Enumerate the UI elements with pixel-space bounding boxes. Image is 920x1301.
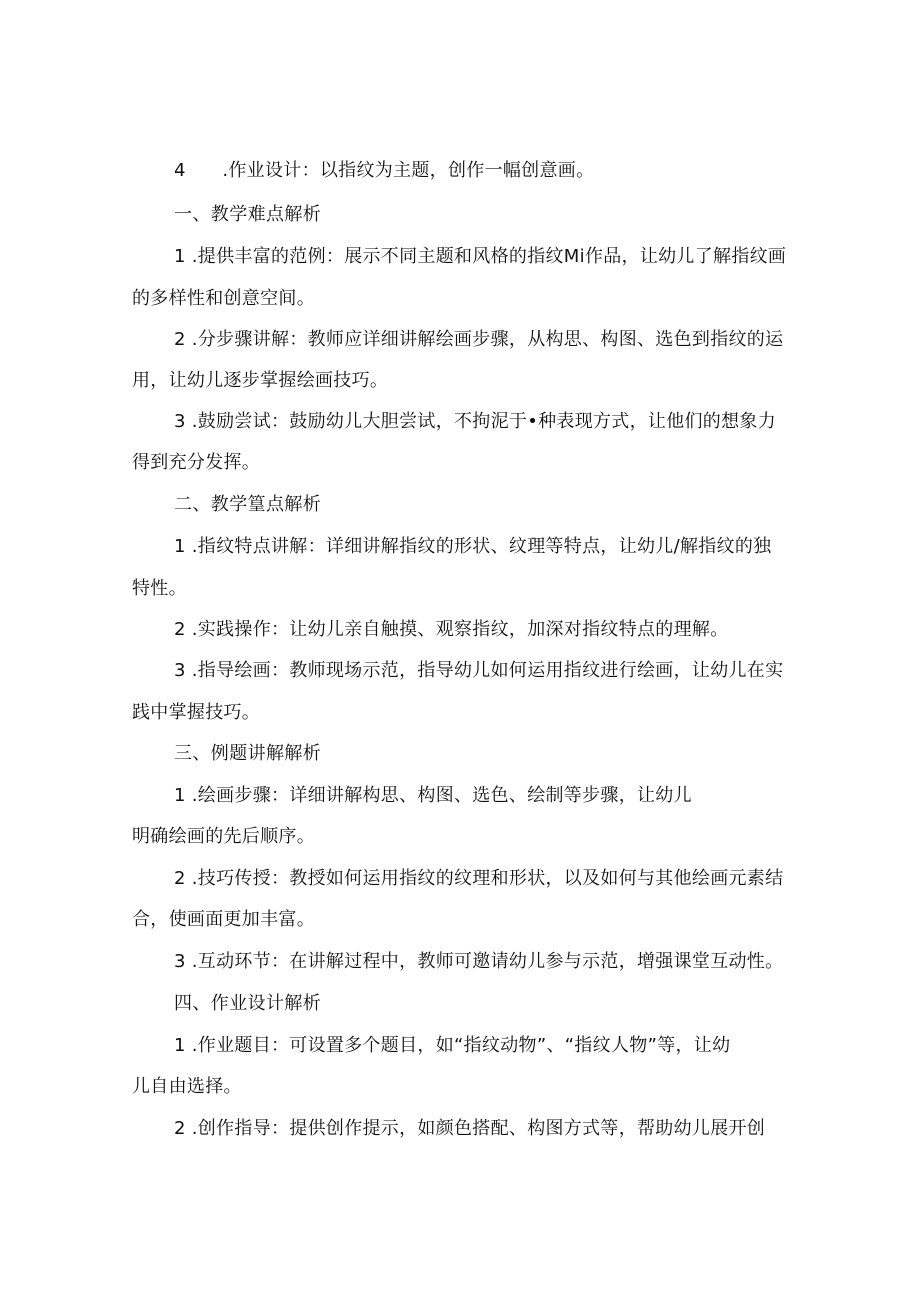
paragraph-line: 3 .指导绘画：教师现场示范，指导幼儿如何运用指纹进行绘画，让幼儿在实	[174, 660, 784, 681]
paragraph-line: 践中掌握技巧。	[132, 702, 261, 723]
section-heading: 二、教学篁点解析	[174, 494, 322, 515]
paragraph-line: 得到充分发挥。	[132, 452, 261, 473]
paragraph-line: 合，使画面更加丰富。	[132, 909, 315, 930]
paragraph-line: 1 .绘画步骤：详细讲解构思、构图、选色、绘制等步骤，让幼儿	[174, 785, 692, 806]
paragraph-line: 2 .创作指导：提供创作提示，如颜色搭配、构图方式等，帮助幼儿展开创	[174, 1118, 766, 1139]
paragraph-line: 2 .分步骤讲解：教师应详细讲解绘画步骤，从构思、构图、选色到指纹的运	[174, 329, 784, 350]
paragraph-line: 2 .实践操作：让幼儿亲自触摸、观察指纹，加深对指纹特点的理解。	[174, 619, 729, 640]
paragraph-line: 特性。	[132, 578, 187, 599]
paragraph-line: 3 .互动环节：在讲解过程中，教师可邀请幼儿参与示范，增强课堂互动性。	[174, 951, 784, 972]
paragraph-line: 1 .提供丰富的范例：展示不同主题和风格的指纹Mi作品，让幼儿了解指纹画	[174, 246, 787, 267]
paragraph-line: 儿自由选择。	[132, 1076, 242, 1097]
paragraph-line: 1 .作业题目：可设置多个题目，如“指纹动物”、“指纹人物”等，让幼	[174, 1035, 731, 1056]
paragraph-line: 3 .鼓励尝试：鼓励幼儿大胆尝试，不拘泥于•种表现方式，让他们的想象力	[174, 411, 777, 432]
section-heading: 三、例题讲解解析	[174, 743, 322, 764]
paragraph-line: 的多样性和创意空间。	[132, 288, 315, 309]
paragraph-line: 明确绘画的先后顺序。	[132, 826, 315, 847]
paragraph-line: 4 .作业设计：以指纹为主题，创作一幅创意画。	[174, 160, 595, 181]
paragraph-line: 1 .指纹特点讲解：详细讲解指纹的形状、纹理等特点，让幼儿/解指纹的独	[174, 536, 772, 557]
paragraph-line: 用，让幼儿逐步掌握绘画技巧。	[132, 370, 389, 391]
paragraph-line: 2 .技巧传授：教授如何运用指纹的纹理和形状，以及如何与其他绘画元素结	[174, 868, 784, 889]
section-heading: 一、教学难点解析	[174, 204, 322, 225]
section-heading: 四、作业设计解析	[174, 993, 322, 1014]
